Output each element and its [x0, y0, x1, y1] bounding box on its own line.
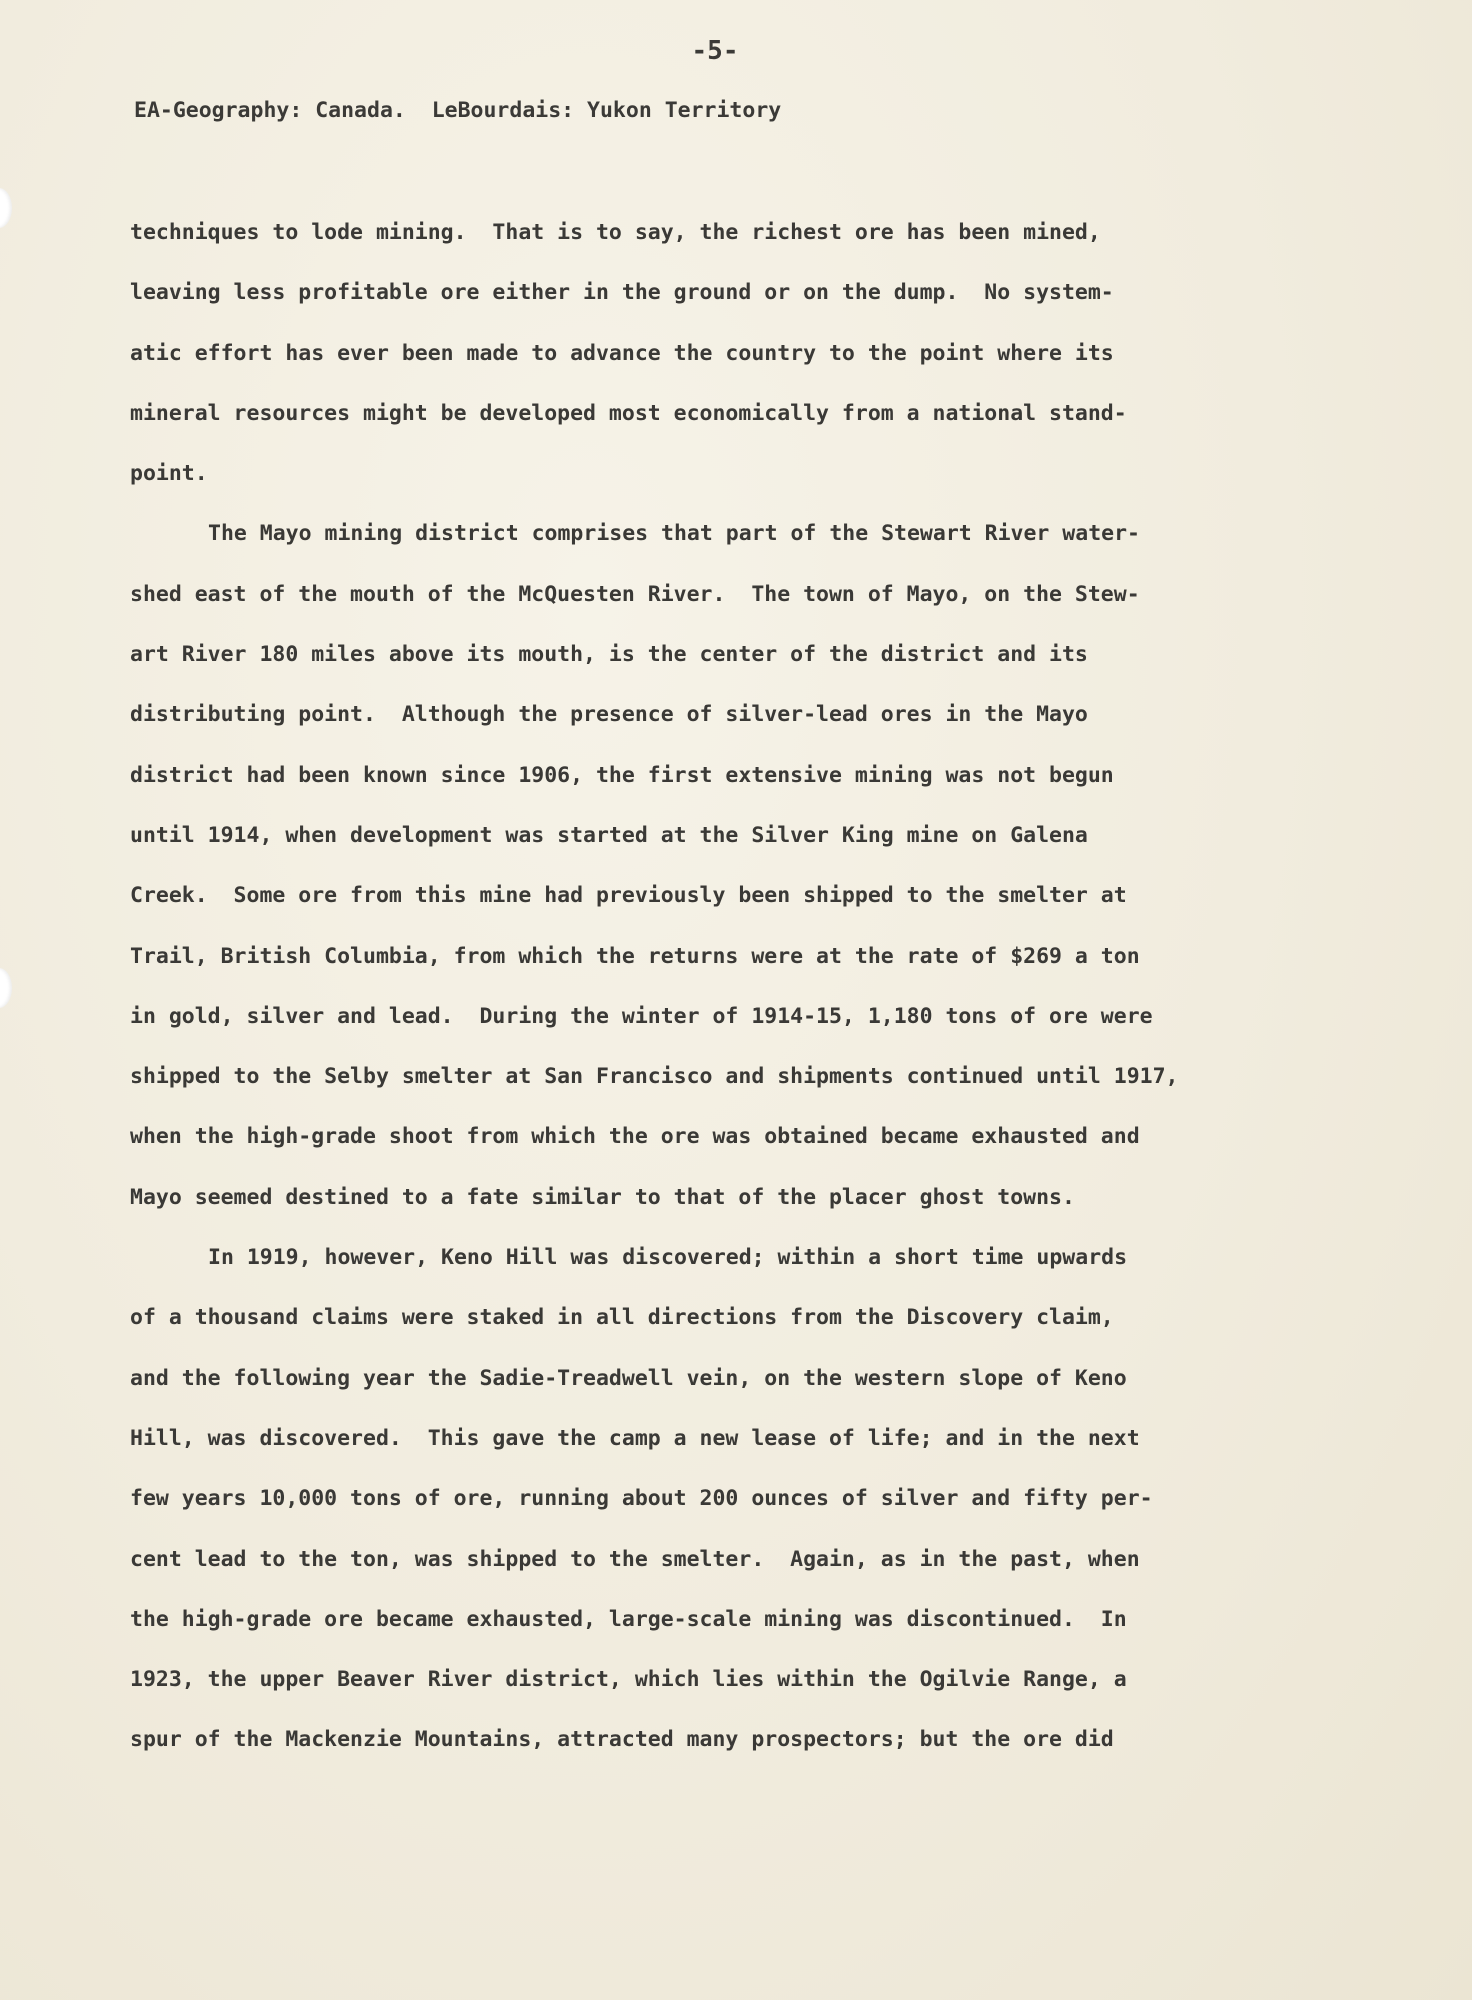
text-line: cent lead to the ton, was shipped to the smelter. Again, as in the past, when	[130, 1546, 1140, 1572]
text-line: few years 10,000 tons of ore, running about 200 ounces of silver and fifty per-	[130, 1486, 1153, 1512]
text-line: Mayo seemed destined to a fate similar to that of the placer ghost towns.	[130, 1184, 1075, 1210]
text-line: Trail, British Columbia, from which the returns were at the rate of $269 a ton	[130, 943, 1140, 969]
paragraph	[130, 218, 1370, 519]
running-header: EA-Geography: Canada. LeBourdais: Yukon Territory	[134, 98, 782, 123]
text-line: when the high-grade shoot from which the ore was obtained became exhausted and	[130, 1124, 1140, 1150]
text-line: until 1914, when development was started at the Silver King mine on Galena	[130, 822, 1088, 848]
punch-hole-mark	[0, 188, 12, 228]
paragraph	[130, 1243, 1370, 1786]
text-line: distributing point. Although the presence of silver-lead ores in the Mayo	[130, 702, 1088, 728]
text-line: the high-grade ore became exhausted, large-scale mining was discontinued. In	[130, 1606, 1127, 1632]
paragraph	[130, 519, 1370, 1243]
text-line: shed east of the mouth of the McQuesten River. The town of Mayo, on the Stew-	[130, 581, 1140, 607]
text-line: spur of the Mackenzie Mountains, attracted many prospectors; but the ore did	[130, 1727, 1114, 1753]
text-line: point.	[130, 461, 208, 487]
text-line: and the following year the Sadie-Treadwell vein, on the western slope of Keno	[130, 1365, 1127, 1391]
text-line: 1923, the upper Beaver River district, which lies within the Ogilvie Range, a	[130, 1667, 1127, 1693]
text-line: Hill, was discovered. This gave the camp a new lease of life; and in the next	[130, 1425, 1140, 1451]
text-line: in gold, silver and lead. During the winter of 1914-15, 1,180 tons of ore were	[130, 1003, 1153, 1029]
text-line: techniques to lode mining. That is to say, the richest ore has been mined,	[130, 220, 1101, 245]
page-number: -5-	[691, 36, 739, 66]
text-line: The Mayo mining district comprises that part of the Stewart River water-	[208, 521, 1140, 547]
body-text	[130, 218, 1370, 1786]
text-line: art River 180 miles above its mouth, is the center of the district and its	[130, 642, 1088, 668]
text-line: In 1919, however, Keno Hill was discovered; within a short time upwards	[208, 1245, 1128, 1271]
text-line: of a thousand claims were staked in all directions from the Discovery claim,	[130, 1305, 1114, 1331]
punch-hole-mark	[0, 968, 12, 1008]
text-line: atic effort has ever been made to advance the country to the point where its	[130, 340, 1114, 366]
text-line: mineral resources might be developed most economically from a national stand-	[130, 400, 1127, 426]
text-line: district had been known since 1906, the first extensive mining was not begun	[130, 762, 1114, 788]
text-line: leaving less profitable ore either in the ground or on the dump. No system-	[130, 280, 1114, 306]
text-line: shipped to the Selby smelter at San Francisco and shipments continued until 1917,	[130, 1064, 1179, 1090]
text-line: Creek. Some ore from this mine had previously been shipped to the smelter at	[130, 883, 1127, 909]
